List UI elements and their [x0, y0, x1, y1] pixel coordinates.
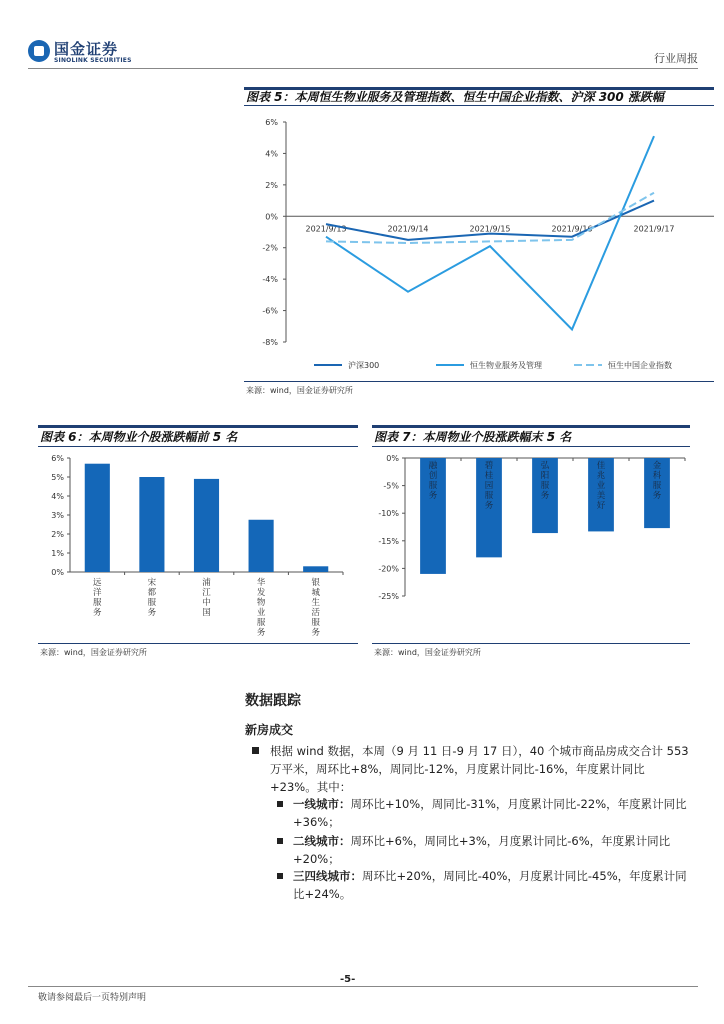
y-tick-label: -6% — [262, 306, 278, 316]
bullet-tier1-label: 一线城市： — [293, 797, 351, 811]
category-label-char: 华 — [256, 578, 266, 588]
category-label-char: 兆 — [596, 471, 606, 481]
disclaimer-note: 敬请参阅最后一页特别声明 — [38, 993, 147, 1003]
y-tick-label: -8% — [262, 338, 278, 347]
y-tick-label: 5% — [51, 473, 64, 482]
bullet-square-icon — [277, 838, 283, 844]
legend-label: 恒生中国企业指数 — [608, 361, 672, 370]
y-tick-label: 2% — [265, 180, 278, 190]
category-label-char: 务 — [256, 628, 266, 638]
category-label-char: 美 — [596, 491, 606, 501]
category-label-char: 佳 — [596, 461, 606, 471]
main-paragraph: 根据 wind 数据，本周（9 月 11 日-9 月 17 日），40 个城市商品房成交合计 553 万平米，周环比+8%，周同比-12%，月度累计同比-16%，年度累计同比+23%。其中： — [270, 744, 689, 794]
category-label-char: 务 — [484, 501, 494, 511]
series-line — [326, 193, 654, 243]
logo-icon — [28, 40, 50, 62]
category-label-char: 服 — [147, 598, 157, 608]
y-tick-label: 3% — [51, 511, 64, 520]
logo-text-cn: 国金证券 — [54, 40, 119, 58]
figure5-title-underline — [244, 105, 714, 106]
bullet-tier1 — [293, 795, 688, 831]
bullet-tier3-label: 三四线城市： — [293, 869, 362, 883]
bullet-tier2-text: 周环比+6%，周同比+3%，月度累计同比-6%，年度累计同比+20%； — [293, 834, 671, 866]
y-tick-label: 0% — [265, 212, 278, 222]
category-label-char: 远 — [93, 578, 102, 588]
figure6-bottom-rule — [38, 643, 358, 644]
page-number: -5- — [340, 974, 356, 985]
category-label-char: 活 — [311, 608, 320, 618]
figure6-chart — [38, 448, 358, 644]
bar — [194, 479, 219, 572]
y-tick-label: -20% — [378, 564, 399, 574]
category-label-char: 服 — [428, 481, 438, 491]
bar — [85, 464, 110, 572]
category-label-char: 中 — [202, 598, 211, 608]
category-label-char: 好 — [596, 501, 606, 511]
bullet-square-icon — [277, 801, 283, 807]
company-logo — [28, 38, 168, 68]
bullet-tier3-text: 周环比+20%，周同比-40%，月度累计同比-45%，年度累计同比+24%。 — [293, 869, 687, 901]
header-divider — [28, 68, 698, 69]
category-label-char: 务 — [652, 491, 662, 501]
category-label-char: 务 — [93, 608, 102, 618]
bullet-tier2 — [293, 832, 688, 868]
figure6-title: 图表 6：本周物业个股涨跌幅前 5 名 — [40, 430, 238, 444]
figure7-title: 图表 7：本周物业个股涨跌幅末 5 名 — [374, 430, 572, 444]
figure7-title-underline — [372, 446, 690, 447]
x-tick-label: 2021/9/15 — [469, 224, 511, 234]
category-label-char: 弘 — [540, 461, 550, 471]
category-label-char: 生 — [311, 598, 320, 608]
y-tick-label: 2% — [51, 530, 64, 539]
category-label-char: 服 — [93, 598, 102, 608]
y-tick-label: -25% — [378, 592, 399, 601]
y-tick-label: 6% — [265, 118, 278, 127]
category-label-char: 城 — [311, 588, 320, 598]
category-label-char: 融 — [428, 461, 438, 471]
category-label-char: 业 — [256, 608, 266, 618]
footer-divider — [28, 986, 698, 987]
figure6-source: 来源：wind，国金证券研究所 — [40, 648, 147, 657]
figure7-bottom-rule — [372, 643, 690, 644]
category-label-char: 物 — [256, 598, 266, 608]
figure5-chart — [244, 110, 714, 384]
category-label-char: 服 — [652, 481, 662, 491]
bar — [139, 477, 164, 572]
bullet-tier2-label: 二线城市： — [293, 834, 351, 848]
category-label-char: 银 — [311, 578, 320, 588]
y-tick-label: 6% — [51, 454, 64, 463]
category-label-char: 国 — [202, 608, 211, 618]
category-label-char: 金 — [652, 461, 662, 471]
figure7-chart — [372, 448, 690, 644]
y-tick-label: -15% — [378, 536, 399, 546]
y-tick-label: 4% — [265, 149, 278, 159]
category-label-char: 园 — [484, 481, 494, 491]
bullet-square-icon — [252, 747, 259, 754]
y-tick-label: 0% — [51, 568, 64, 577]
x-tick-label: 2021/9/13 — [305, 224, 347, 234]
figure6-title-underline — [38, 446, 358, 447]
category-label-char: 服 — [256, 618, 266, 628]
bullet-tier1-text: 周环比+10%，周同比-31%，月度累计同比-22%，年度累计同比+36%； — [293, 797, 687, 829]
category-label-char: 浦 — [202, 578, 211, 588]
category-label-char: 碧 — [484, 461, 494, 471]
category-label-char: 发 — [256, 588, 266, 598]
y-tick-label: -4% — [262, 275, 278, 285]
category-label-char: 洋 — [93, 588, 102, 598]
x-tick-label: 2021/9/16 — [551, 224, 593, 234]
figure5-bottom-rule — [244, 381, 714, 382]
category-label-char: 创 — [428, 471, 438, 481]
category-label-char: 务 — [311, 628, 320, 638]
category-label-char: 科 — [652, 471, 662, 481]
figure7-source: 来源：wind，国金证券研究所 — [374, 648, 481, 657]
category-label-char: 务 — [147, 608, 157, 618]
figure5-title: 图表 5：本周恒生物业服务及管理指数、恒生中国企业指数、沪深 300 涨跌幅 — [246, 90, 664, 104]
bullet-tier3 — [293, 867, 688, 903]
y-tick-label: -2% — [262, 243, 278, 253]
figure5-source: 来源：wind，国金证券研究所 — [246, 386, 353, 395]
x-tick-label: 2021/9/17 — [633, 224, 675, 234]
category-label-char: 服 — [311, 618, 320, 628]
document-type: 行业周报 — [654, 52, 698, 65]
category-label-char: 江 — [202, 588, 211, 598]
bullet-square-icon — [277, 873, 283, 879]
y-tick-label: 1% — [51, 549, 64, 558]
category-label-char: 业 — [596, 481, 606, 491]
x-tick-label: 2021/9/14 — [387, 224, 429, 234]
bar — [303, 566, 328, 572]
logo-text-en: SINOLINK SECURITIES — [54, 57, 132, 64]
legend-label: 恒生物业服务及管理 — [470, 361, 542, 370]
category-label-char: 务 — [428, 491, 438, 501]
category-label-char: 服 — [484, 491, 494, 501]
category-label-char: 阳 — [540, 471, 550, 481]
bar — [249, 520, 274, 572]
subsection-title: 新房成交 — [245, 723, 294, 737]
category-label-char: 桂 — [484, 471, 494, 481]
y-tick-label: 0% — [386, 454, 399, 463]
category-label-char: 务 — [540, 491, 550, 501]
series-line — [326, 201, 654, 240]
y-tick-label: -5% — [383, 481, 399, 491]
y-tick-label: 4% — [51, 492, 64, 501]
category-label-char: 都 — [147, 588, 157, 598]
legend-label: 沪深300 — [348, 361, 380, 370]
category-label-char: 宋 — [147, 578, 157, 588]
y-tick-label: -10% — [378, 509, 399, 519]
section-title: 数据跟踪 — [245, 693, 301, 709]
category-label-char: 服 — [540, 481, 550, 491]
